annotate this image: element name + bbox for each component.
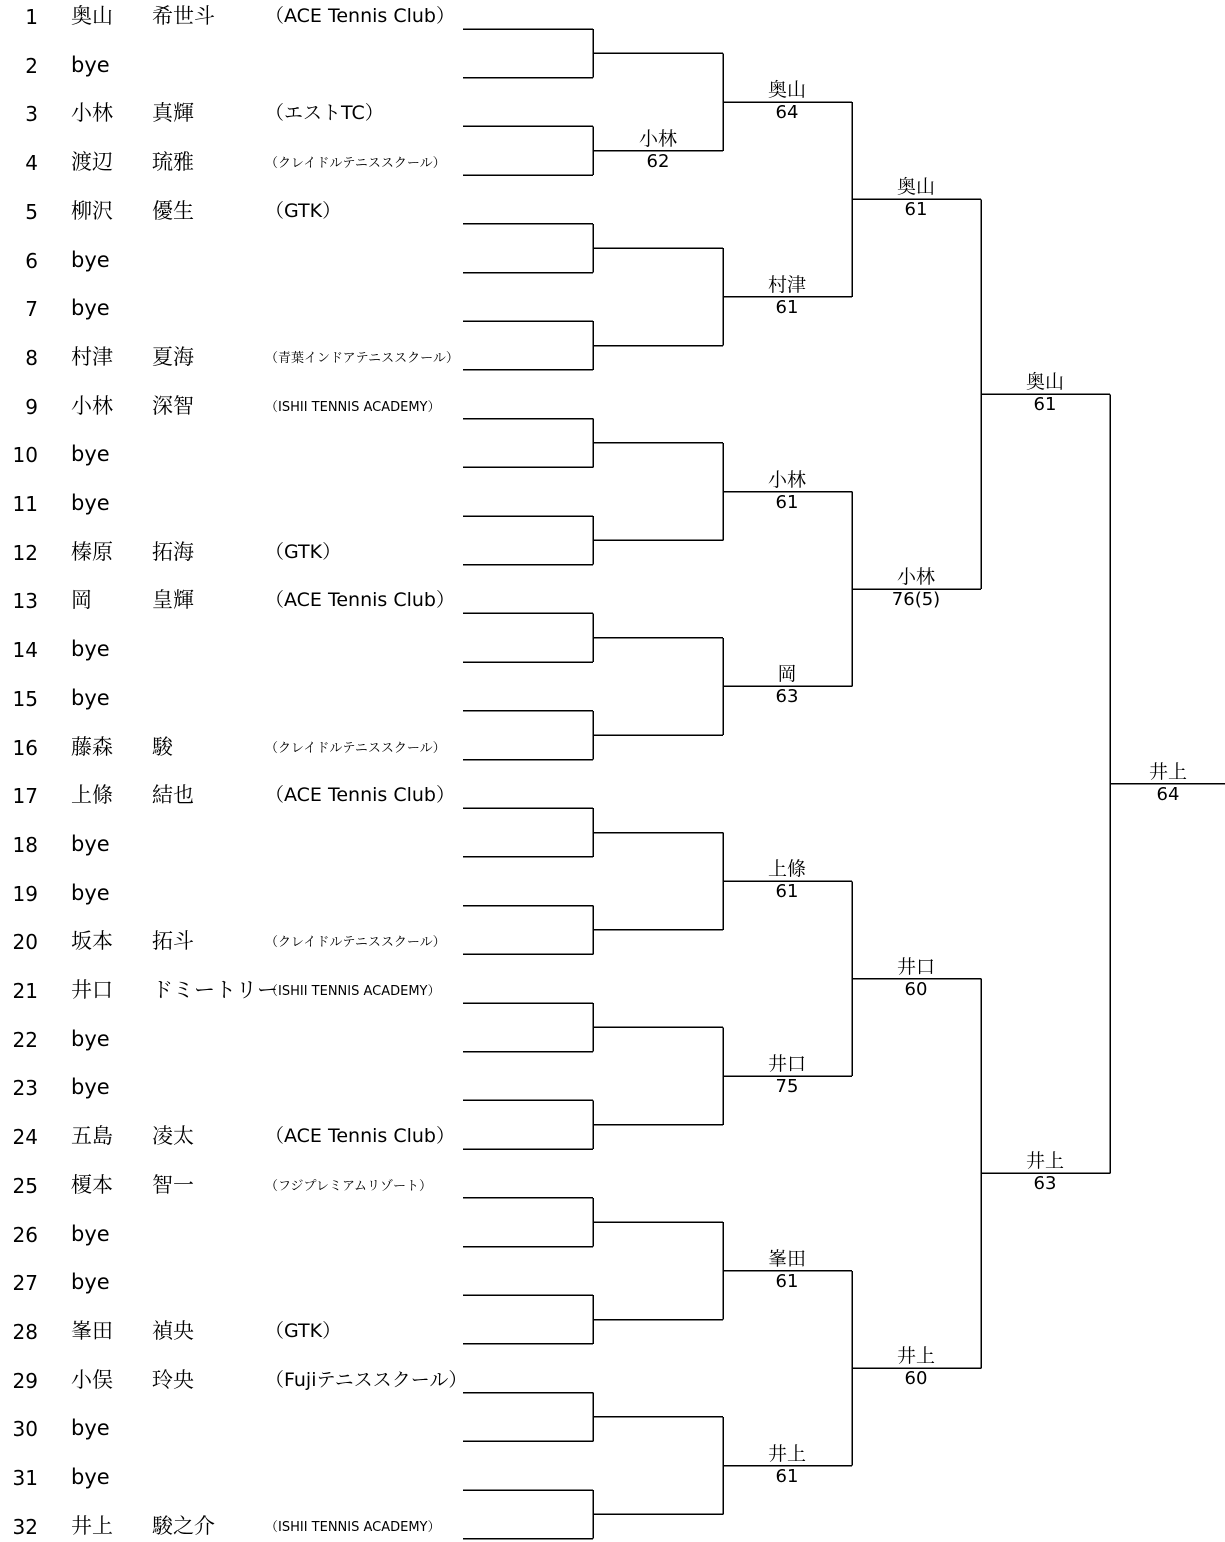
- seed-number: 13: [12, 589, 38, 614]
- player-surname: 五島: [71, 1124, 113, 1149]
- seed-number: 23: [12, 1076, 38, 1101]
- seed-number: 21: [12, 979, 38, 1003]
- match-winner: 峯田: [767, 1247, 806, 1270]
- match-winner: 井上: [1148, 760, 1187, 783]
- seed-number: 9: [25, 394, 38, 419]
- match-score: 61: [775, 491, 799, 513]
- seed-number: 20: [12, 930, 38, 955]
- player-surname: bye: [71, 831, 110, 856]
- player-given-name: 拓海: [152, 539, 194, 564]
- seed-number: 19: [12, 881, 38, 906]
- bracket-lines: [463, 29, 1225, 1539]
- match-winner: 奥山: [1025, 371, 1064, 394]
- player-surname: 峯田: [71, 1318, 113, 1343]
- match-winner: 上條: [767, 858, 806, 881]
- seed-number: 16: [12, 735, 38, 760]
- seed-number: 30: [12, 1417, 38, 1442]
- match-score: 61: [1033, 394, 1057, 416]
- match-winner: 井口: [767, 1053, 806, 1076]
- player-surname: bye: [71, 1075, 110, 1100]
- match-score: 60: [904, 978, 928, 1000]
- match-score: 61: [775, 881, 799, 903]
- player-given-name: 皇輝: [152, 588, 194, 613]
- player-surname: 小林: [71, 101, 113, 126]
- player-surname: bye: [71, 637, 110, 662]
- seed-number: 10: [12, 443, 38, 468]
- player-surname: bye: [71, 442, 110, 467]
- player-club: （ACE Tennis Club）: [265, 5, 455, 27]
- player-club: （ISHII TENNIS ACADEMY）: [265, 984, 441, 999]
- seed-number: 27: [12, 1271, 38, 1296]
- match-winner: 井上: [1025, 1150, 1064, 1173]
- seed-number: 28: [12, 1319, 38, 1344]
- player-club: （青葉インドアテニススクール）: [265, 350, 459, 366]
- player-club: （GTK）: [265, 1319, 342, 1342]
- player-given-name: 拓斗: [152, 929, 194, 954]
- seed-number: 7: [25, 297, 38, 322]
- player-surname: 上條: [71, 783, 113, 808]
- player-surname: bye: [71, 296, 110, 321]
- player-given-name: 希世斗: [152, 4, 215, 28]
- match-score: 60: [904, 1368, 928, 1390]
- seed-number: 14: [12, 638, 38, 663]
- player-given-name: 凌太: [152, 1124, 194, 1149]
- match-score: 61: [904, 199, 928, 221]
- player-given-name: 禎央: [152, 1318, 194, 1343]
- player-surname: bye: [71, 1416, 110, 1441]
- player-surname: bye: [71, 1026, 110, 1051]
- player-surname: 坂本: [71, 929, 113, 954]
- match-winner: 小林: [896, 566, 935, 589]
- player-club: （Fujiテニススクール）: [265, 1368, 468, 1391]
- seed-number: 4: [25, 151, 38, 176]
- player-given-name: 結也: [152, 783, 194, 808]
- match-winner: 小林: [638, 127, 677, 150]
- player-surname: 榛原: [71, 539, 113, 564]
- match-winner: 井上: [896, 1345, 935, 1368]
- player-surname: bye: [71, 880, 110, 905]
- seed-number: 6: [25, 248, 38, 273]
- player-club: （ACE Tennis Club）: [265, 1125, 455, 1148]
- match-winner: 井上: [767, 1442, 806, 1465]
- match-score: 61: [775, 296, 799, 318]
- player-surname: bye: [71, 1465, 110, 1489]
- player-surname: 村津: [71, 344, 113, 369]
- seed-number: 2: [25, 53, 38, 78]
- player-club: （クレイドルテニススクール）: [265, 935, 446, 951]
- player-given-name: 夏海: [152, 344, 194, 369]
- player-surname: bye: [71, 491, 110, 515]
- seed-number: 12: [12, 540, 38, 565]
- match-score: 63: [775, 686, 799, 708]
- player-surname: 井上: [71, 1513, 113, 1538]
- player-surname: bye: [71, 1270, 110, 1295]
- seed-number: 11: [12, 492, 38, 516]
- match-score: 62: [646, 150, 670, 172]
- player-given-name: 駿之介: [152, 1513, 215, 1538]
- player-surname: bye: [71, 685, 110, 710]
- seed-number: 31: [12, 1466, 38, 1490]
- match-score: 63: [1033, 1173, 1057, 1195]
- player-surname: 井口: [71, 978, 113, 1002]
- player-club: （GTK）: [265, 199, 342, 222]
- player-club: （クレイドルテニススクール）: [265, 740, 446, 756]
- seed-number: 22: [12, 1027, 38, 1052]
- seed-number: 24: [12, 1125, 38, 1150]
- match-winner: 小林: [767, 468, 806, 491]
- player-club: （ISHII TENNIS ACADEMY）: [265, 1519, 441, 1535]
- player-club: （GTK）: [265, 540, 342, 563]
- player-club: （フジプレミアムリゾート）: [265, 1178, 433, 1194]
- player-surname: 榎本: [71, 1172, 113, 1197]
- match-score: 61: [775, 1270, 799, 1292]
- match-winner: 村津: [767, 273, 806, 296]
- player-surname: 藤森: [71, 734, 113, 759]
- player-given-name: 深智: [152, 393, 194, 418]
- player-surname: 岡: [71, 588, 92, 613]
- seed-number: 26: [12, 1222, 38, 1247]
- match-score: 64: [775, 102, 799, 124]
- seed-number: 1: [25, 5, 38, 29]
- seed-number: 3: [25, 102, 38, 127]
- player-surname: bye: [71, 1221, 110, 1246]
- match-score: 76(5): [891, 589, 941, 611]
- seed-number: 29: [12, 1368, 38, 1393]
- match-winner: 奥山: [767, 79, 806, 102]
- player-given-name: 真輝: [152, 101, 194, 126]
- match-score: 61: [775, 1465, 799, 1487]
- player-surname: 渡辺: [71, 150, 113, 175]
- seed-number: 5: [25, 199, 38, 224]
- seed-number: 8: [25, 345, 38, 370]
- player-club: （ISHII TENNIS ACADEMY）: [265, 399, 441, 415]
- player-given-name: 駿: [152, 734, 173, 759]
- seed-number: 15: [12, 686, 38, 711]
- player-given-name: ドミートリー: [152, 978, 278, 1002]
- seed-number: 18: [12, 832, 38, 857]
- player-surname: 小俣: [71, 1367, 113, 1392]
- match-winner: 奥山: [896, 176, 935, 199]
- player-club: （ACE Tennis Club）: [265, 784, 455, 807]
- player-club: （エストTC）: [265, 102, 384, 125]
- player-surname: 小林: [71, 393, 113, 418]
- player-given-name: 智一: [152, 1172, 194, 1197]
- seed-number: 32: [12, 1514, 38, 1539]
- seed-number: 17: [12, 784, 38, 809]
- player-given-name: 琉雅: [152, 150, 194, 175]
- player-club: （クレイドルテニススクール）: [265, 156, 446, 172]
- match-score: 75: [775, 1076, 799, 1098]
- match-score: 64: [1156, 783, 1180, 805]
- player-surname: bye: [71, 247, 110, 272]
- player-given-name: 玲央: [152, 1367, 194, 1392]
- seed-number: 25: [12, 1173, 38, 1198]
- player-club: （ACE Tennis Club）: [265, 589, 455, 612]
- player-surname: 奥山: [71, 4, 113, 28]
- player-surname: bye: [71, 52, 110, 77]
- player-given-name: 優生: [152, 198, 194, 223]
- player-surname: 柳沢: [71, 198, 113, 223]
- match-winner: 岡: [777, 663, 797, 686]
- match-winner: 井口: [896, 955, 935, 978]
